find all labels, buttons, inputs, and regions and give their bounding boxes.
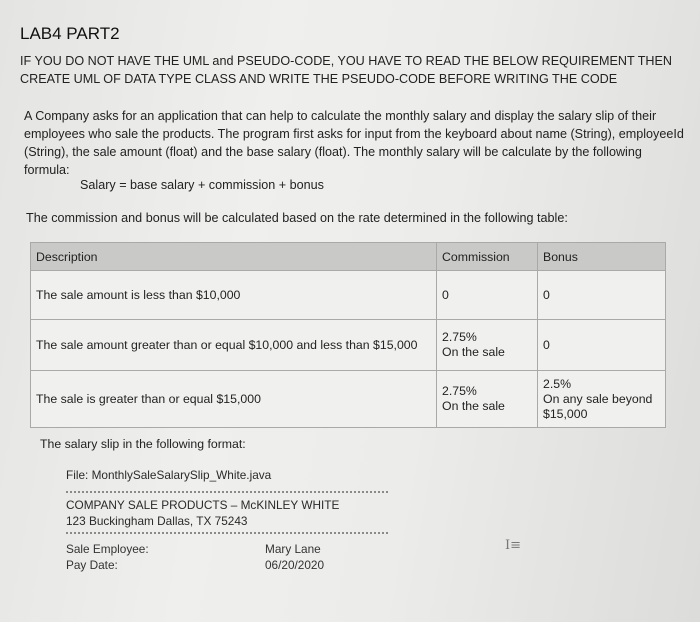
- dotted-divider: [66, 491, 388, 493]
- header-description: Description: [31, 243, 437, 271]
- table-row: [31, 371, 666, 428]
- slip-intro: The salary slip in the following format:: [40, 437, 246, 451]
- row-commission: [437, 320, 538, 371]
- bonus-threshold: $15,000: [543, 406, 588, 421]
- row-commission: [437, 371, 538, 428]
- company-name: COMPANY SALE PRODUCTS – McKINLEY WHITE: [66, 498, 340, 512]
- table-intro: The commission and bonus will be calculated based on the rate determined in the following table:: [26, 211, 568, 225]
- bonus-value: 2.5%: [543, 376, 572, 391]
- slip-labels: [66, 541, 149, 573]
- row-bonus: [538, 271, 666, 320]
- employee-label: Sale Employee:: [66, 542, 149, 556]
- commission-note: On the sale: [442, 399, 505, 413]
- page-title: LAB4 PART2: [20, 24, 120, 43]
- bonus-value: 0: [543, 337, 550, 352]
- table-row: [31, 271, 666, 320]
- row-description: The sale amount greater than or equal $10,000 and less than $15,000: [31, 320, 437, 371]
- text-cursor-icon: I≡: [505, 538, 522, 553]
- row-description: The sale is greater than or equal $15,000: [31, 371, 437, 428]
- header-commission: Commission: [437, 243, 538, 271]
- requirement-text: IF YOU DO NOT HAVE THE UML and PSEUDO-CODE, YOU HAVE TO READ THE BELOW REQUIREMENT THEN CREATE UML OF DATA TYPE CLASS AND WRITE THE PSEUDO-CODE BEFORE WRITING THE CODE: [20, 54, 672, 86]
- paydate-value: 06/20/2020: [265, 558, 325, 572]
- commission-value: 2.75%: [442, 330, 477, 344]
- dotted-divider: [66, 532, 388, 534]
- header-bonus: Bonus: [538, 243, 666, 271]
- table-header-row: [31, 243, 666, 271]
- slip-values: [265, 541, 324, 573]
- employee-value: Mary Lane: [265, 542, 321, 556]
- paydate-label: Pay Date:: [66, 558, 118, 572]
- row-bonus: [538, 320, 666, 371]
- company-address: 123 Buckingham Dallas, TX 75243: [66, 514, 248, 528]
- commission-note: On the sale: [442, 345, 505, 359]
- table-row: [31, 320, 666, 371]
- slip-company: [66, 497, 339, 529]
- rates-table: [30, 242, 666, 428]
- salary-formula: Salary = base salary + commission + bonus: [80, 178, 324, 192]
- commission-value: 0: [442, 287, 449, 302]
- row-bonus: [538, 371, 666, 428]
- slip-file-name: File: MonthlySaleSalarySlip_White.java: [66, 468, 272, 482]
- commission-value: 2.75%: [442, 384, 477, 398]
- bonus-value: 0: [543, 287, 550, 302]
- row-commission: [437, 271, 538, 320]
- row-description: The sale amount is less than $10,000: [31, 271, 437, 320]
- problem-description: A Company asks for an application that can help to calculate the monthly salary and display the salary slip of their employees who sale the products. The program first asks for input from the keyboard about name (String), employeeId (String), the sale amount (float) and the base salary (float). The monthly salary will be calculate by the following formula:: [24, 109, 684, 177]
- bonus-note: On any sale beyond: [543, 391, 653, 406]
